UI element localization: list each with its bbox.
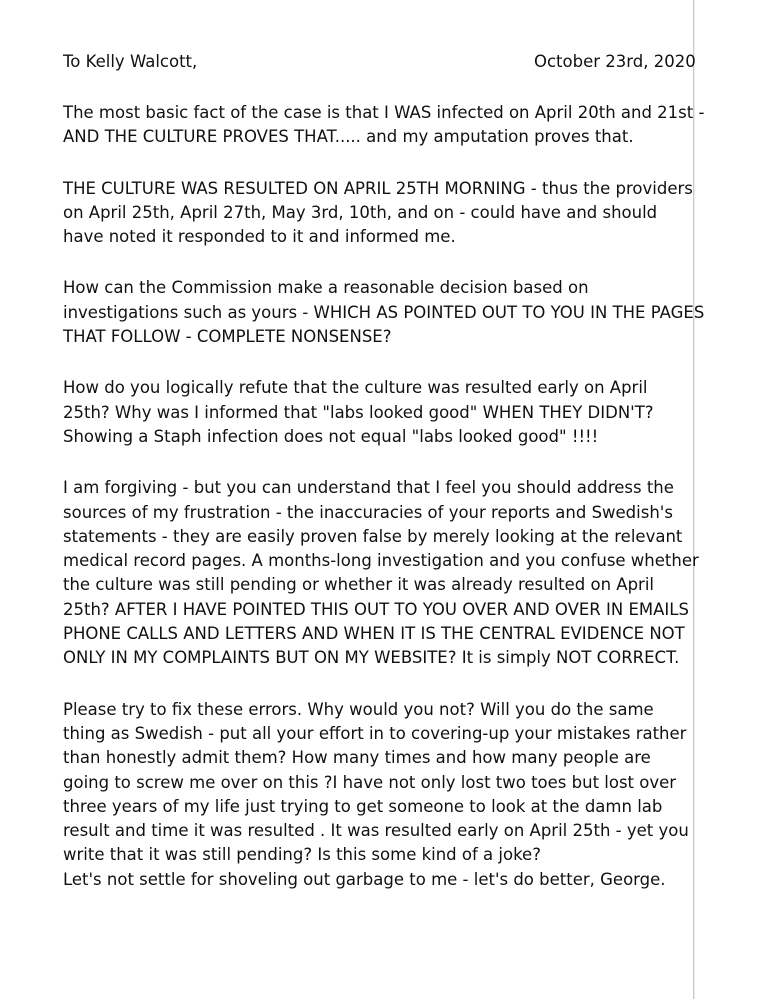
text-line: Showing a Staph infection does not equal "labs looked good" !!!! <box>63 426 599 446</box>
text-line: going to screw me over on this ?I have not only lost two toes but lost over <box>63 772 677 792</box>
text-line: than honestly admit them? How many times and how many people are <box>63 748 651 768</box>
text-line: 25th? Why was I informed that "labs looked good" WHEN THEY DIDN'T? <box>63 402 654 422</box>
text-line: How do you logically refute that the culture was resulted early on April <box>63 378 648 398</box>
text-line: result and time it was resulted . It was resulted early on April 25th - yet you <box>63 821 689 841</box>
text-line: Please try to fix these errors. Why would you not? Will you do the same <box>63 699 654 719</box>
text-line: PHONE CALLS AND LETTERS AND WHEN IT IS THE CENTRAL EVIDENCE NOT <box>63 624 685 644</box>
text-line: investigations such as yours - WHICH AS POINTED OUT TO YOU IN THE PAGES <box>63 302 705 322</box>
text-line: three years of my life just trying to get someone to look at the damn lab <box>63 796 663 816</box>
paragraph <box>63 101 733 150</box>
text-line: ONLY IN MY COMPLAINTS BUT ON MY WEBSITE? It is simply NOT CORRECT. <box>63 648 680 668</box>
text-line: have noted it responded to it and informed me. <box>63 227 456 247</box>
text-line: write that it was still pending? Is this some kind of a joke? <box>63 845 541 865</box>
text-line: THE CULTURE WAS RESULTED ON APRIL 25TH MORNING - thus the providers <box>63 178 693 198</box>
text-line: Let's not settle for shoveling out garbage to me - let's do better, George. <box>63 869 666 889</box>
letter-body <box>63 101 733 892</box>
paragraph <box>63 177 733 250</box>
text-line: 25th? AFTER I HAVE POINTED THIS OUT TO YOU OVER AND OVER IN EMAILS <box>63 599 689 619</box>
paragraph <box>63 276 733 349</box>
text-line: The most basic fact of the case is that I WAS infected on April 20th and 21st - <box>63 103 705 122</box>
text-line: THAT FOLLOW - COMPLETE NONSENSE? <box>63 327 392 347</box>
paragraph <box>63 698 733 892</box>
text-line: thing as Swedish - put all your effort in to covering-up your mistakes rather <box>63 723 687 743</box>
text-line: statements - they are easily proven false by merely looking at the relevant <box>63 526 683 546</box>
paragraph <box>63 476 733 670</box>
salutation: To Kelly Walcott, <box>63 52 198 71</box>
text-line: sources of my frustration - the inaccuracies of your reports and Swedish's <box>63 502 673 522</box>
text-line: I am forgiving - but you can understand that I feel you should address the <box>63 478 674 498</box>
text-line: AND THE CULTURE PROVES THAT..... and my amputation proves that. <box>63 127 634 147</box>
text-line: the culture was still pending or whether it was already resulted on April <box>63 575 655 595</box>
paragraph <box>63 376 733 449</box>
letter-date: October 23rd, 2020 <box>534 52 696 71</box>
text-line: on April 25th, April 27th, May 3rd, 10th, and on - could have and should <box>63 202 658 222</box>
text-line: medical record pages. A months-long investigation and you confuse whether <box>63 551 699 571</box>
letter-header <box>63 50 723 74</box>
text-line: How can the Commission make a reasonable decision based on <box>63 278 589 298</box>
